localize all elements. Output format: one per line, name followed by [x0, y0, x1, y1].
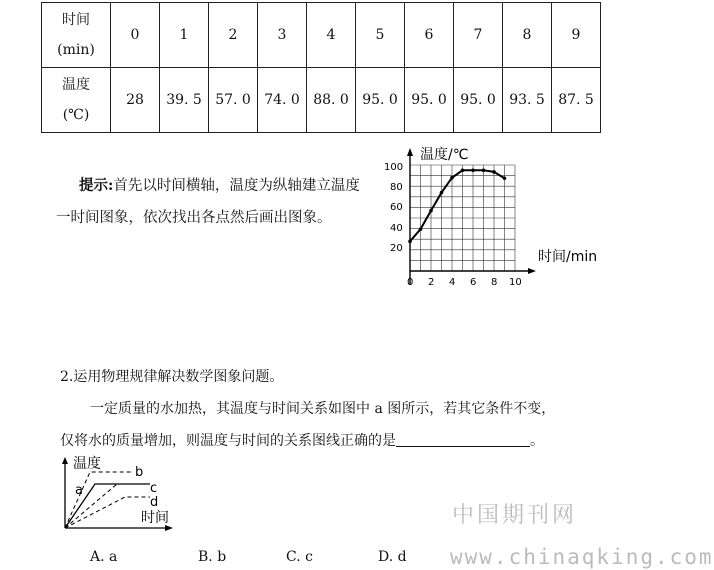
temp-row — [42, 68, 601, 133]
data-point — [461, 169, 465, 173]
data-point — [429, 209, 433, 213]
ytick-label: 40 — [390, 223, 403, 234]
temp-cell: 87. 5 — [552, 68, 601, 133]
temp-cell: 95. 0 — [405, 68, 454, 133]
time-cell: 2 — [209, 3, 258, 68]
option-c[interactable]: C. c — [286, 549, 313, 565]
time-cell: 4 — [307, 3, 356, 68]
time-cell: 9 — [552, 3, 601, 68]
data-point — [492, 170, 496, 174]
ytick-label: 60 — [390, 202, 403, 213]
curve-label-d: d — [150, 495, 159, 510]
data-point — [440, 191, 444, 195]
temp-cell: 57. 0 — [209, 68, 258, 133]
data-table — [41, 2, 601, 133]
question2-title: 2.运用物理规律解决数学图象问题。 — [60, 369, 284, 385]
time-header — [42, 3, 111, 68]
temp-cell: 95. 0 — [454, 68, 503, 133]
hint-text: 首先以时间横轴，温度为纵轴建立温度一时间图象，依次找出各点然后画出图象。 — [56, 178, 360, 226]
time-cell: 5 — [356, 3, 405, 68]
hint-bold: 提示: — [79, 177, 114, 194]
graph-ylabel: 温度/℃ — [420, 147, 469, 163]
data-point — [482, 169, 486, 173]
temp-cell: 88. 0 — [307, 68, 356, 133]
xtick-label: 0 — [407, 277, 414, 288]
time-row — [42, 3, 601, 68]
question2-line1: 一定质量的水加热，其温度与时间关系如图中 a 图所示，若其它条件不变， — [90, 401, 556, 417]
xtick-label: 2 — [428, 277, 435, 288]
option-d[interactable]: D. d — [378, 549, 407, 565]
curve-label-c: c — [150, 481, 158, 496]
ytick-label: 100 — [384, 162, 404, 173]
abcd-graph — [55, 452, 185, 532]
option-a[interactable]: A. a — [90, 549, 118, 565]
series-line — [410, 170, 505, 241]
data-point — [471, 169, 475, 173]
data-point — [419, 227, 423, 231]
answer-blank[interactable] — [396, 432, 530, 447]
time-cell: 3 — [258, 3, 307, 68]
question2-line2-end: 。 — [530, 433, 544, 449]
temp-cell: 95. 0 — [356, 68, 405, 133]
data-point — [503, 176, 507, 180]
time-cell: 6 — [405, 3, 454, 68]
ytick-label: 80 — [390, 182, 403, 193]
data-point — [450, 176, 454, 180]
graph2-ylabel: 温度 — [73, 456, 101, 472]
time-label: 时间 — [62, 12, 90, 28]
option-b[interactable]: B. b — [198, 549, 227, 565]
watermark-cn: 中国期刊网 — [452, 503, 578, 528]
xtick-label: 6 — [470, 277, 477, 288]
hint-paragraph — [56, 170, 374, 234]
curve-b — [65, 472, 133, 528]
temperature-graph — [380, 145, 620, 290]
question2-line2-text: 仅将水的质量增加，则温度与时间的关系图线正确的是 — [60, 433, 396, 449]
curve-label-a: a — [75, 483, 83, 498]
curve-d — [65, 497, 150, 528]
temp-unit: (℃) — [62, 107, 90, 123]
xtick-label: 10 — [509, 277, 522, 288]
temp-cell: 93. 5 — [503, 68, 552, 133]
temp-cell: 74. 0 — [258, 68, 307, 133]
time-cell: 7 — [454, 3, 503, 68]
time-cell: 0 — [111, 3, 160, 68]
data-point — [408, 240, 412, 244]
temp-cell: 28 — [111, 68, 160, 133]
temp-label: 温度 — [62, 77, 90, 93]
time-cell: 1 — [160, 3, 209, 68]
time-cell: 8 — [503, 3, 552, 68]
watermark-url: www.chinaqking.com — [450, 545, 714, 569]
temp-header — [42, 68, 111, 133]
y-axis-arrow — [407, 148, 413, 156]
graph2-xlabel: 时间 — [141, 510, 169, 526]
data-series — [408, 169, 506, 244]
question2-line2 — [60, 430, 544, 450]
xtick-label: 4 — [449, 277, 456, 288]
graph2-y-arrow — [62, 457, 68, 464]
x-axis-arrow — [528, 268, 536, 274]
xtick-label: 8 — [491, 277, 498, 288]
graph-xlabel: 时间/min — [538, 249, 598, 265]
time-unit: (min) — [57, 42, 95, 58]
ytick-label: 20 — [390, 243, 403, 254]
temp-cell: 39. 5 — [160, 68, 209, 133]
curve-label-b: b — [135, 465, 144, 480]
